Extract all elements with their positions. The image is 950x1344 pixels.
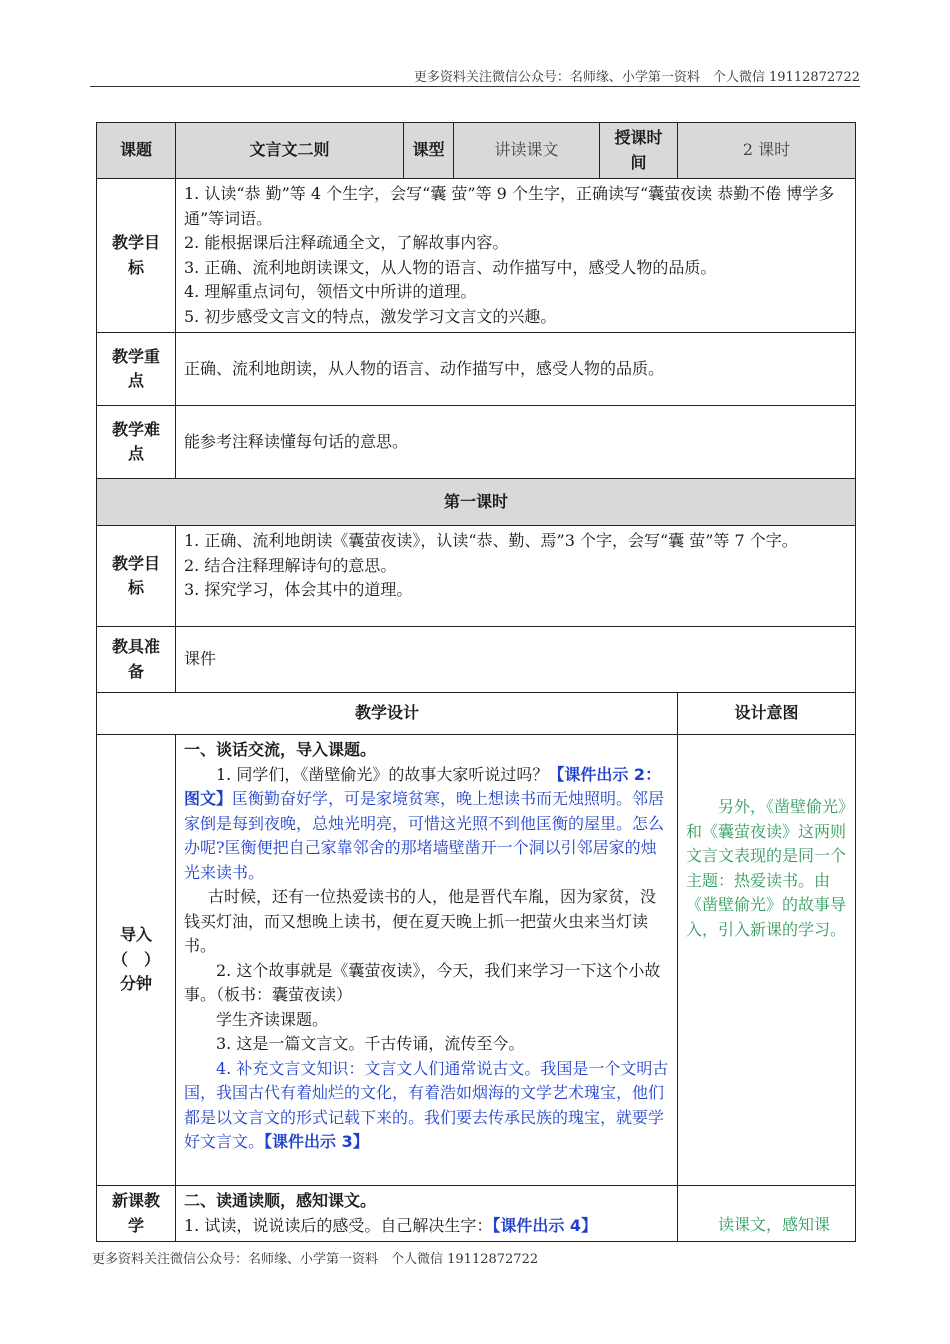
lesson1-heading: 第一课时 <box>97 479 856 526</box>
goal-item: 4. 理解重点词句，领悟文中所讲的道理。 <box>184 282 477 301</box>
intro-p4: 学生齐读课题。 <box>216 1009 329 1029</box>
design-header-row <box>97 693 856 735</box>
lesson1-goals-label: 教学目标 <box>97 526 176 627</box>
tools-text: 课件 <box>176 627 856 693</box>
intro-intent <box>678 735 856 1186</box>
newlesson-intent <box>678 1186 856 1242</box>
type-label: 课型 <box>404 123 454 179</box>
key-points-label: 教学重点 <box>97 333 176 406</box>
intro-p1-text: 1. 同学们，《凿壁偷光》的故事大家听说过吗？ <box>216 764 549 784</box>
newlesson-content <box>176 1186 678 1242</box>
topic-label: 课题 <box>97 123 176 179</box>
page-footer: 更多资料关注微信公众号：名师缘、小学第一资料 个人微信 19112872722 <box>92 1252 539 1267</box>
intro-p1-story: 匡衡勤奋好学，可是家境贫寒，晚上想读书而无烛照明。邻居家倒是每到夜晚，总烛光明亮，可惜这光照不到他匡衡的屋里。怎么办呢?匡衡便把自己家靠邻舍的那堵墙壁凿开一个洞以引邻居家的烛光来读书。 <box>184 789 665 882</box>
tools-label: 教具准备 <box>97 627 176 693</box>
courseware-ref-3: 【课件出示 3】 <box>264 1132 369 1151</box>
goals-row <box>97 179 856 333</box>
lesson1-heading-row <box>97 479 856 526</box>
lesson1-goals-row <box>97 526 856 627</box>
intro-intent-text: 另外，《凿壁偷光》和《囊萤夜读》这两则文言文表现的是同一个主题：热爱读书。由《凿壁偷光》的故事导入，引入新课的学习。 <box>686 797 847 939</box>
intro-p5: 3. 这是一篇文言文。千古传诵，流传至今。 <box>216 1034 525 1053</box>
intro-label: 导入（ ）分钟 <box>97 735 176 1186</box>
lesson-plan-table <box>96 122 856 1242</box>
title-row <box>97 123 856 179</box>
key-points-text: 正确、流利地朗读，从人物的语言、动作描写中，感受人物的品质。 <box>176 333 856 406</box>
time-label: 授课时间 <box>600 123 678 179</box>
goal-item: 3. 正确、流利地朗读课文，从人物的语言、动作描写中，感受人物的品质。 <box>184 257 717 277</box>
intro-row <box>97 735 856 1186</box>
lesson1-goals-list <box>176 526 856 627</box>
intro-title: 一、谈话交流，导入课题。 <box>184 740 377 759</box>
newlesson-intent-text: 读课文，感知课 <box>718 1215 831 1234</box>
goal-item: 1. 认读“恭 勤”等 4 个生字，会写“囊 萤”等 9 个生字，正确读写“囊萤夜读 恭勤不倦 博学多通”等词语。 <box>184 184 835 228</box>
goal-item: 2. 能根据课后注释疏通全文，了解故事内容。 <box>184 233 509 252</box>
page-header: 更多资料关注微信公众号：名师缘、小学第一资料 个人微信 19112872722 <box>413 70 860 85</box>
intro-p6-text: 4. 补充文言文知识：文言文人们通常说古文。我国是一个文明古国，我国古代有着灿烂的文化，有着浩如烟海的文学艺术瑰宝，他们都是以文言文的形式记载下来的。我们要去传承民族的瑰宝，就要学好文言文。 <box>184 1058 669 1151</box>
lesson1-goal-item: 2. 结合注释理解诗句的意思。 <box>184 555 397 575</box>
courseware-ref-4: 【课件出示 4】 <box>492 1215 598 1235</box>
newlesson-row <box>97 1186 856 1242</box>
goals-label: 教学目标 <box>97 179 176 333</box>
design-header: 教学设计 <box>97 693 678 735</box>
newlesson-p1-text: 1. 试读，说说读后的感受。自己解决生字： <box>184 1215 493 1235</box>
courseware-ref-2: 【课件出示 2：图文】 <box>184 764 662 808</box>
header-divider <box>90 86 860 87</box>
topic-value: 文言文二则 <box>176 123 404 179</box>
newlesson-label: 新课教学 <box>97 1186 176 1242</box>
lesson1-goal-item: 1. 正确、流利地朗读《囊萤夜读》，认读“恭、勤、焉”3 个字，会写“囊 萤”等 7 个字。 <box>184 531 798 550</box>
goals-list <box>176 179 856 333</box>
intro-content <box>176 735 678 1186</box>
difficulties-label: 教学难点 <box>97 406 176 479</box>
difficulties-row <box>97 406 856 479</box>
goal-item: 5. 初步感受文言文的特点，激发学习文言文的兴趣。 <box>184 306 557 326</box>
intro-p3: 2. 这个故事就是《囊萤夜读》，今天，我们来学习一下这个小故事。（板书：囊萤夜读） <box>184 960 661 1004</box>
intent-header: 设计意图 <box>678 693 856 735</box>
key-points-row <box>97 333 856 406</box>
time-value: 2 课时 <box>678 123 856 179</box>
intro-p2: 古时候，还有一位热爱读书的人，他是晋代车胤，因为家贫，没钱买灯油，而又想晚上读书，便在夏天晚上抓一把萤火虫来当灯读书。 <box>184 887 657 955</box>
tools-row <box>97 627 856 693</box>
newlesson-title: 二、读通读顺，感知课文。 <box>184 1191 377 1210</box>
lesson1-goal-item: 3. 探究学习，体会其中的道理。 <box>184 580 413 599</box>
difficulties-text: 能参考注释读懂每句话的意思。 <box>176 406 856 479</box>
type-value: 讲读课文 <box>454 123 600 179</box>
